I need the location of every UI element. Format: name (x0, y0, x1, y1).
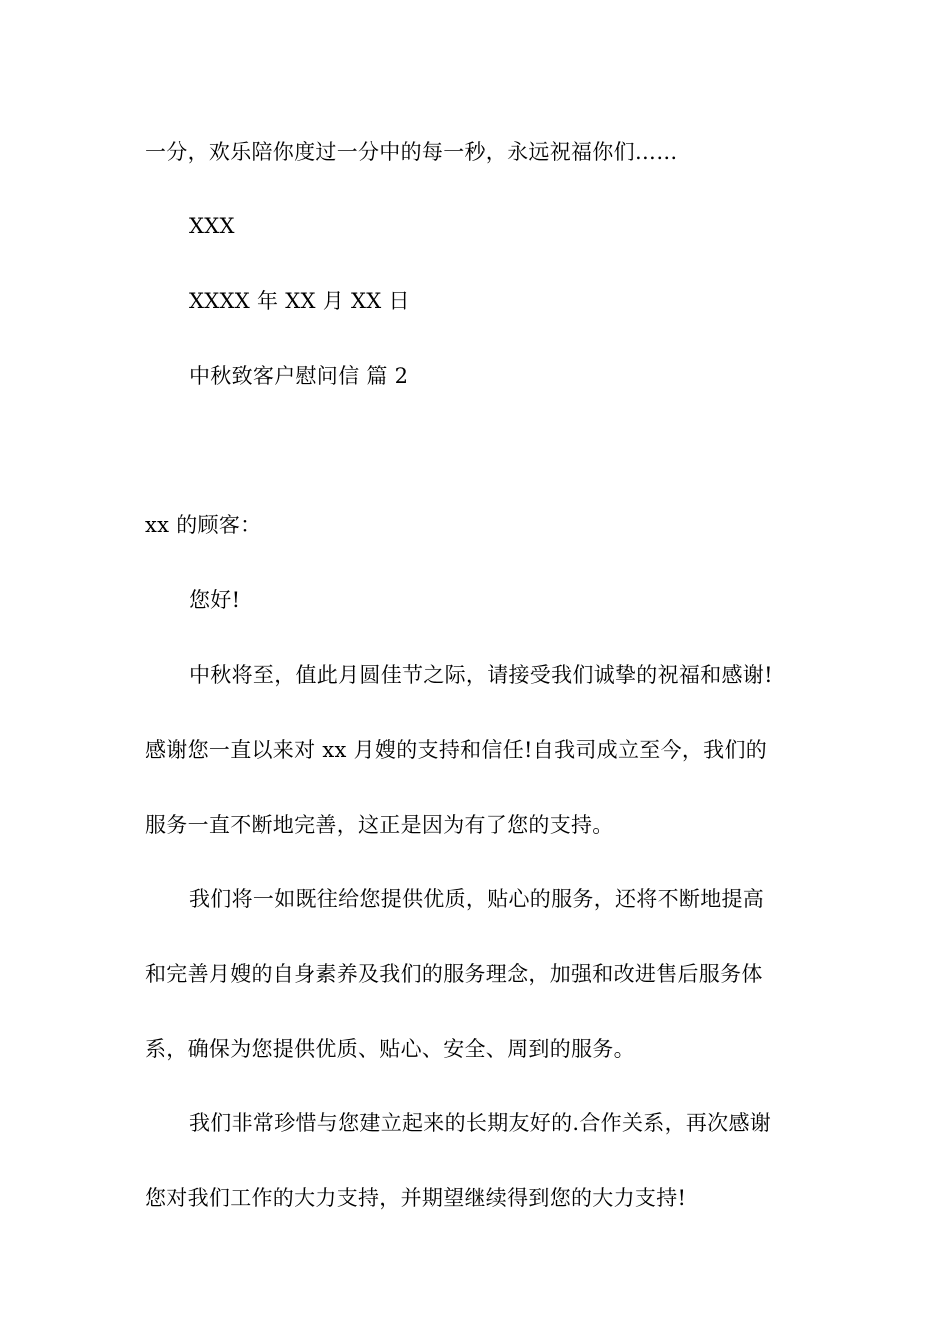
salutation: xx 的顾客： (145, 513, 262, 537)
signature-name: XXX (189, 214, 235, 238)
paragraph-line: 中秋将至，值此月圆佳节之际，请接受我们诚挚的祝福和感谢! (189, 663, 773, 687)
section-heading: 中秋致客户慰问信 篇 2 (189, 364, 409, 388)
paragraph-line: 感谢您一直以来对 xx 月嫂的支持和信任!自我司成立至今，我们的 (145, 738, 768, 762)
paragraph-line-closing-wish: 一分，欢乐陪你度过一分中的每一秒，永远祝福你们…… (145, 140, 678, 164)
signature-date: XXXX 年 XX 月 XX 日 (189, 289, 410, 313)
paragraph-line: 和完善月嫂的自身素养及我们的服务理念，加强和改进售后服务体 (145, 962, 763, 986)
paragraph-line: 我们非常珍惜与您建立起来的长期友好的.合作关系，再次感谢 (189, 1111, 772, 1135)
paragraph-line: 系，确保为您提供优质、贴心、安全、周到的服务。 (145, 1037, 635, 1061)
paragraph-line: 我们将一如既往给您提供优质，贴心的服务，还将不断地提高 (189, 887, 765, 911)
greeting: 您好! (189, 588, 241, 612)
paragraph-line: 服务一直不断地完善，这正是因为有了您的支持。 (145, 813, 614, 837)
paragraph-line: 您对我们工作的大力支持，并期望继续得到您的大力支持! (145, 1186, 687, 1210)
